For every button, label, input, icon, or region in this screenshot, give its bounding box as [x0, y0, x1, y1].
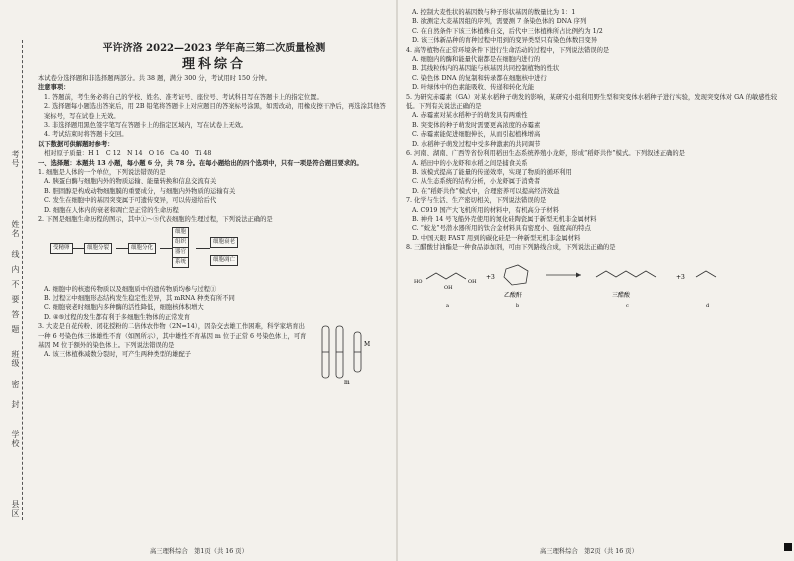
diagram-box-aging: 细胞衰老	[210, 237, 238, 248]
page-fold	[396, 0, 398, 561]
notice-item: 2. 选择题每小题选出答案后，用 2B 铅笔将答题卡上对应题目的答案标号涂黑，如需改动，用橡皮擦干净后，再选涂其他答案标号，写在试卷上无效。	[44, 103, 386, 120]
notice-item: 3. 非选择题用黑色签字笔写在答题卡上的指定区域内，写在试卷上无效。	[44, 122, 248, 130]
question-2-option-c: C. 细胞衰老时细胞内多种酶的活性降低，细胞核体积增大	[44, 304, 204, 312]
question-6-option-b: B. 该模式提高了能量的传递效率，实现了物质的循环利用	[412, 168, 572, 176]
question-4-stem: 4. 高等植物在正常环境条件下进行生命活动的过程中，下列说法错误的是	[406, 46, 610, 54]
question-6-option-a: A. 稻田中的小龙虾和水稻之间是捕食关系	[412, 159, 528, 167]
diagram-box-cell: 细胞	[172, 227, 189, 238]
question-6-option-d: D. 在“稻虾共作”模式中，合理密养可以提高经济效益	[412, 187, 560, 195]
diagram-box-system: 系统	[172, 257, 189, 268]
diagram-box-tissue: 组织	[172, 237, 189, 248]
diagram-box-organ: 器官	[172, 247, 189, 258]
allele-label-m-lower: m	[344, 379, 350, 387]
notice-title: 注意事项：	[38, 84, 70, 92]
page-1-footer: 高三理科综合 第1页（共 16 页）	[150, 548, 248, 555]
intro-text: 本试卷分选择题和非选择题两部分。共 38 题，满分 300 分，考试用时 150 分钟。	[38, 75, 271, 82]
svg-text:HO: HO	[414, 278, 423, 285]
question-7-option-a: A. C919 国产大飞机所用的材料中，有机高分子材料	[412, 206, 560, 214]
question-6-option-c: C. 从生态系统的结构分析，小龙虾属于消费者	[412, 178, 541, 186]
diagram-arrow	[72, 248, 84, 249]
strip-label-2: 内	[11, 265, 20, 274]
question-4-option-d: D. 叶绿体中的色素能吸收、传递和转化光能	[412, 84, 535, 92]
strip-label-exam-number: 考号	[11, 150, 20, 168]
allele-label-m-upper: M	[364, 341, 371, 349]
question-3-option-a-left: A. 该三体植株减数分裂时，可产生两种类型的雄配子	[44, 351, 192, 359]
atomic-masses: 相对原子质量：H 1 C 12 N 14 O 16 Ca 40 Ti 48	[44, 150, 212, 158]
question-5-option-b: B. 突变体的种子萌发时需要更高浓度的赤霉素	[412, 121, 541, 129]
strip-label-3: 不	[11, 280, 20, 289]
question-1-option-d: D. 细胞在人体内的衰老和凋亡是正常的生命历程	[44, 206, 179, 214]
product-coefficient: +3	[676, 273, 685, 281]
question-5-stem: 5. 为研究赤霉素（GA）对某水稻种子萌发的影响，某研究小组利用野生型和突变体水稻种子进行实验，发现突变体对 GA 的敏感性较低。下列有关说法正确的是	[406, 93, 778, 111]
svg-text:OH: OH	[468, 278, 477, 285]
section-1-heading: 一、选择题：本题共 13 小题，每小题 6 分，共 78 分。在每小题给出的四个选项中，只有一项是符合题目要求的。	[38, 159, 363, 167]
question-3-option-b: B. 欲测定大麦基因组的序列，需要测 7 条染色体的 DNA 序列	[412, 18, 587, 26]
right-page	[406, 8, 786, 316]
question-3-block	[38, 322, 390, 387]
diagram-box-differentiation: 细胞分化	[128, 243, 156, 254]
question-4-option-b: B. 其线粒体内的基因能与核基因共同控制植物的性状	[412, 65, 560, 73]
atomic-title: 以下数据可供解题时参考：	[38, 140, 114, 148]
compound-label-c: c	[626, 302, 629, 309]
compound-label-a: a	[446, 302, 449, 309]
cell-life-diagram	[50, 227, 390, 283]
question-3-option-a: A. 控制大麦性状的基因数与种子形状基因的数量比为 1：1	[412, 9, 576, 16]
left-page	[38, 8, 390, 387]
question-3-option-d: D. 该三体新品种的育种过程中用到的变异类型只有染色体数目变异	[412, 37, 598, 45]
label-acetic-anhydride: 乙酸酐	[504, 291, 523, 299]
strip-label-seal: 密	[11, 380, 20, 389]
compound-label-b: b	[516, 302, 520, 309]
diagram-arrow	[116, 248, 128, 249]
question-7-stem: 7. 化学与生活、生产密切相关，下列说法错误的是	[406, 197, 547, 205]
strip-label-closed: 封	[11, 400, 20, 409]
strip-label-6: 题	[11, 325, 20, 334]
strip-label-4: 要	[11, 295, 20, 304]
diagram-box-apoptosis: 细胞凋亡	[210, 255, 238, 266]
seal-line	[22, 40, 24, 520]
question-1-stem: 1. 细胞是人体的一个单位，下列说法错误的是	[38, 169, 166, 177]
compound-label-d: d	[706, 302, 710, 309]
strip-label-1: 线	[11, 250, 20, 259]
label-triacetin: 三醋酸	[612, 291, 631, 299]
question-2-stem: 2. 下图是细胞生命历程的图示，其中①～⑤代表细胞的生理过程，下列说法正确的是	[38, 216, 273, 224]
notice-item: 1. 答题前，考生务必将自己的学校、姓名、准考证号、座位号、考试科目写在答题卡上的指定位置。	[44, 93, 323, 101]
question-6-stem: 6. 河南、湖南、广西等省份利用稻田生态系统养殖小龙虾，形成“稻虾共作”模式。下列叙述正确的是	[406, 150, 685, 158]
question-2-option-d: D. ④⑤过程的发生都有利于多细胞生物体的正常发育	[44, 313, 191, 321]
diagram-arrow	[196, 248, 210, 249]
svg-text:OH: OH	[444, 284, 453, 291]
question-7-option-b: B. 神舟 14 号飞船外壳使用的氮化硅陶瓷属于新型无机非金属材料	[412, 215, 597, 223]
strip-label-5: 答	[11, 310, 20, 319]
page-2-footer: 高三理科综合 第2页（共 16 页）	[540, 548, 638, 555]
question-5-option-a: A. 赤霉素对某水稻种子的萌发具有两重性	[412, 112, 528, 120]
question-5-option-c: C. 赤霉素能促进细胞伸长，从而引起植株增高	[412, 131, 541, 139]
strip-label-class: 班级	[11, 350, 20, 368]
question-5-option-d: D. 水稻种子萌发过程中受多种激素的共同调节	[412, 140, 541, 148]
question-2-option-a: A. 细胞中的核遗传物质以及细胞质中的遗传物质均参与过程①	[44, 285, 217, 293]
strip-label-county: 县区	[11, 500, 20, 518]
registration-mark	[784, 543, 792, 551]
question-7-option-c: C. “蛟龙”号潜水器所用的钛合金材料具有密度小、强度高的特点	[412, 225, 591, 233]
reaction-scheme	[406, 257, 776, 309]
question-2-option-b: B. 过程②中细胞形态结构发生稳定性差异，其 mRNA 种类有所不同	[44, 294, 235, 302]
diagram-arrow	[160, 248, 172, 249]
question-1-option-c: C. 发生在细胞中的基因突变属于可遗传变异，可以传递给后代	[44, 197, 217, 205]
question-3-option-c: C. 在自然条件下该三体植株自交，后代中三体植株所占比例约为 1/2	[412, 27, 603, 35]
diagram-box-division: 细胞分裂	[84, 243, 112, 254]
question-4-option-a: A. 细胞内的酶和能量代谢都是在细胞内进行的	[412, 56, 541, 64]
exam-subtitle: 理科综合	[181, 57, 246, 72]
exam-title: 平许济洛 2022—2023 学年高三第二次质量检测	[102, 43, 326, 54]
chromosome-figure	[314, 322, 386, 388]
strip-label-name: 姓名	[11, 220, 20, 238]
question-4-option-c: C. 染色体 DNA 的复制和转录都在细胞核中进行	[412, 74, 547, 82]
binding-strip	[0, 0, 34, 561]
question-1-option-a: A. 胰蛋白酶与细胞内外的物质运输、能量转换和信息交流有关	[44, 178, 217, 186]
question-3-stem: 3. 大麦是自花传粉、闭花授粉的二倍体农作物（2N=14），因杂交去雄工作困难，科学家培育出一种 6 号染色体三体雄性不育（如图所示），其中雄性不育基因 m 位于正常 6 号染色体上，可育基因 M 位于额外的染色体上。下列说法错误的是	[38, 323, 307, 349]
question-8-stem: 8. 三醋酸甘油酯是一种食品添加剂，可由下列路线合成，下列说法正确的是	[406, 244, 616, 252]
notice-item: 4. 考试结束时将答题卡交回。	[44, 131, 128, 139]
question-1-option-b: B. 胆固醇是构成动物细胞膜的重要成分，与细胞内外物质的运输有关	[44, 187, 236, 195]
question-7-option-d: D. 中国天眼 FAST 用到的碳化硅是一种新型无机非金属材料	[412, 234, 581, 242]
strip-label-school: 学校	[11, 430, 20, 448]
reactant-coefficient: +3	[486, 273, 495, 281]
diagram-box-zygote: 受精卵	[50, 243, 73, 254]
